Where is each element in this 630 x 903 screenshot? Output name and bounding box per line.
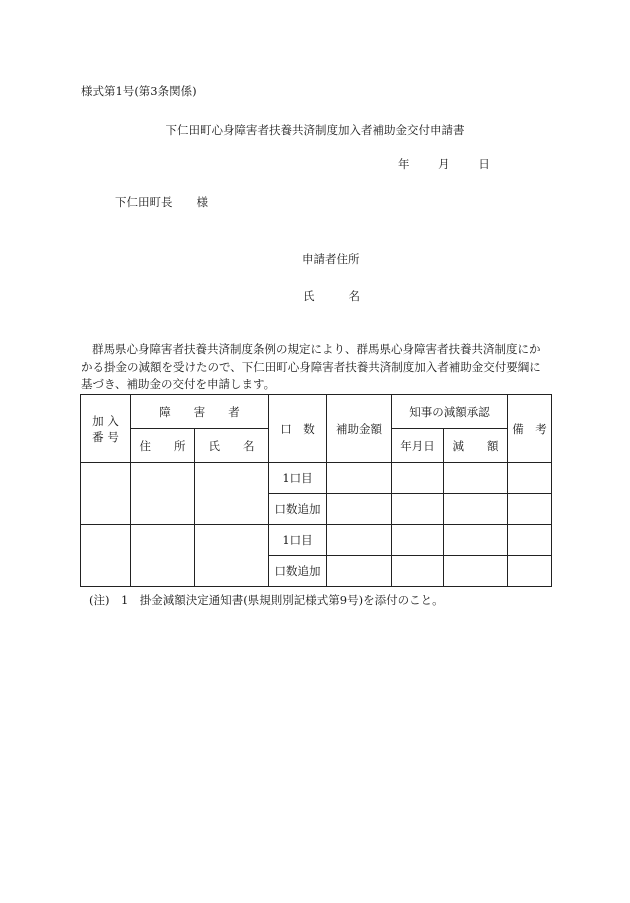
subsidy-amount-cell[interactable] — [327, 494, 392, 525]
address-cell[interactable] — [131, 525, 195, 587]
date-month: 月 — [438, 157, 450, 171]
attachment-note: (注) 1 掛金減額決定通知書(県規則別記様式第9号)を添付のこと。 — [89, 593, 444, 607]
subsidy-amount-cell[interactable] — [327, 556, 392, 587]
name-label-part-1: 氏 — [303, 289, 315, 303]
recipient-name: 下仁田町長 — [115, 195, 173, 209]
recipient-honorific: 様 — [196, 195, 208, 209]
name-header: 氏 名 — [195, 429, 269, 463]
governor-approval-header: 知事の減額承認 — [392, 395, 508, 429]
subsidy-table — [80, 394, 552, 587]
body-line-3: 基づき、補助金の交付を申請します。 — [81, 377, 276, 391]
unit-label-cell: 口数追加 — [269, 556, 327, 587]
remarks-cell[interactable] — [508, 494, 552, 525]
applicant-name-label — [303, 288, 360, 304]
enroll-number-header: 加 入 番 号 — [81, 395, 131, 463]
remarks-cell[interactable] — [508, 525, 552, 556]
enroll-number-cell[interactable] — [81, 463, 131, 525]
reduction-amount-cell[interactable] — [444, 463, 508, 494]
enroll-number-cell[interactable] — [81, 525, 131, 587]
recipient — [115, 194, 208, 210]
body-line-1: 群馬県心身障害者扶養共済制度条例の規定により、群馬県心身障害者扶養共済制度にか — [92, 342, 541, 356]
address-header: 住 所 — [131, 429, 195, 463]
unit-label-cell: 口数追加 — [269, 494, 327, 525]
approval-date-cell[interactable] — [392, 494, 444, 525]
approval-date-cell[interactable] — [392, 556, 444, 587]
reduction-amount-cell[interactable] — [444, 494, 508, 525]
subsidy-amount-cell[interactable] — [327, 463, 392, 494]
date-year: 年 — [398, 157, 410, 171]
remarks-cell[interactable] — [508, 463, 552, 494]
applicant-address-label: 申請者住所 — [302, 252, 360, 266]
reduction-amount-cell[interactable] — [444, 556, 508, 587]
form-number: 様式第1号(第3条関係) — [81, 84, 197, 98]
form-title: 下仁田町心身障害者扶養共済制度加入者補助金交付申請書 — [165, 123, 465, 137]
remarks-header: 備 考 — [508, 395, 552, 463]
unit-label-cell: 1口目 — [269, 463, 327, 494]
unit-label-cell: 1口目 — [269, 525, 327, 556]
body-text — [81, 341, 551, 394]
remarks-cell[interactable] — [508, 556, 552, 587]
disabled-person-header: 障 害 者 — [131, 395, 269, 429]
date-line — [398, 156, 490, 172]
reduction-amount-cell[interactable] — [444, 525, 508, 556]
approval-date-cell[interactable] — [392, 463, 444, 494]
units-header: 口 数 — [269, 395, 327, 463]
name-cell[interactable] — [195, 463, 269, 525]
subsidy-amount-header: 補助金額 — [327, 395, 392, 463]
subsidy-amount-cell[interactable] — [327, 525, 392, 556]
approval-date-cell[interactable] — [392, 525, 444, 556]
body-line-2: かる掛金の減額を受けたので、下仁田町心身障害者扶養共済制度加入者補助金交付要綱に — [81, 359, 541, 374]
name-label-part-2: 名 — [348, 289, 360, 303]
date-day: 日 — [478, 157, 490, 171]
reduction-amount-header: 減 額 — [444, 429, 508, 463]
address-cell[interactable] — [131, 463, 195, 525]
name-cell[interactable] — [195, 525, 269, 587]
approval-date-header: 年月日 — [392, 429, 444, 463]
